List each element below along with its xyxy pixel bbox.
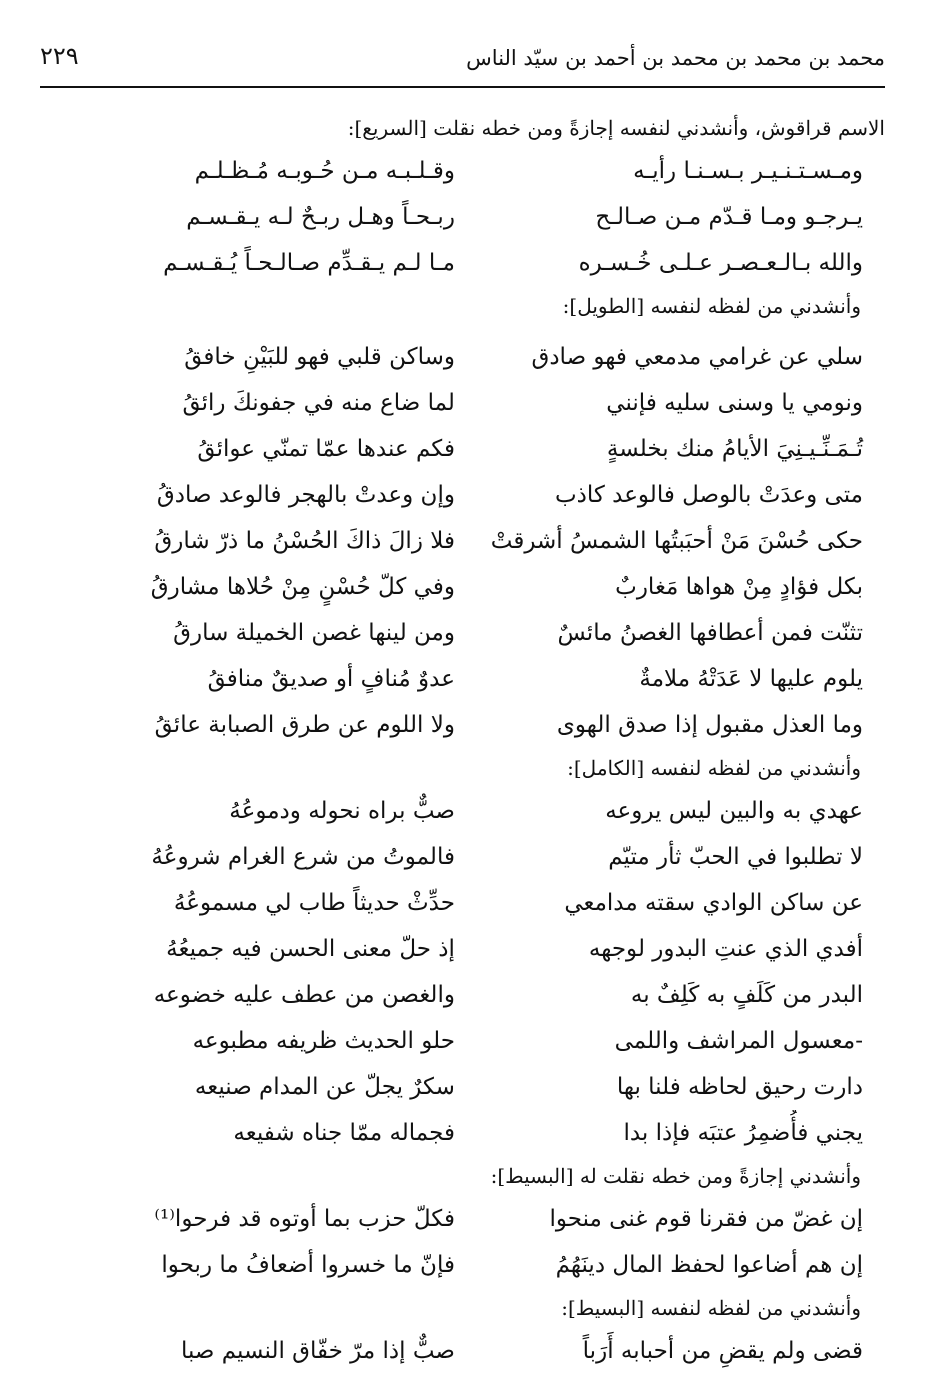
second-hemistich: ربـحـاً وهـل ربـحٌ لـه يـقـسـم — [186, 204, 455, 230]
second-hemistich: فإنّ ما خسروا أضعافُ ما ربحوا — [161, 1252, 455, 1278]
second-hemistich: عدوٌ مُنافٍ أو صديقٌ منافقُ — [207, 666, 455, 692]
verse-line — [58, 926, 885, 972]
first-hemistich: يلوم عليها لا عَدَتْهُ ملامةٌ — [639, 666, 863, 692]
second-hemistich: فلا زالَ ذاكَ الحُسْنُ ما ذرّ شارقُ — [154, 528, 455, 554]
running-head: محمد بن محمد بن محمد بن أحمد بن سيّد الناس — [466, 46, 885, 70]
first-hemistich: حكى حُسْنَ مَنْ أحبَبتُها الشمسُ أشرقتْ — [490, 528, 863, 554]
first-hemistich: ونومي يا وسنى سليه فإنني — [606, 390, 863, 416]
first-hemistich: والله بـالـعـصـر عـلـى خُـسـره — [578, 250, 863, 276]
verse-line — [58, 564, 885, 610]
verse-line — [58, 656, 885, 702]
second-hemistich: لما ضاع منه في جفونكَ رائقُ — [182, 390, 455, 416]
verse-line — [58, 194, 885, 240]
first-hemistich: تثنّت فمن أعطافها الغصنُ مائسٌ — [557, 620, 863, 646]
second-hemistich: وإن وعدتْ بالهجر فالوعد صادقُ — [156, 482, 455, 508]
second-hemistich: حدِّثْ حديثاً طاب لي مسموعُهُ — [173, 890, 455, 916]
second-hemistich: ولا اللوم عن طرق الصبابة عائقُ — [154, 712, 455, 738]
verse-line — [58, 334, 885, 380]
first-hemistich: ومـسـتـنـيـر بـسـنـا رأيـه — [633, 158, 863, 184]
first-hemistich: وما العذل مقبول إذا صدق الهوى — [556, 712, 863, 738]
first-hemistich: يـرجـو ومـا قـدّم مـن صـالـح — [595, 204, 863, 230]
first-hemistich: عهدي به والبين ليس يروعه — [605, 798, 863, 824]
second-hemistich: فجماله ممّا جناه شفيعه — [233, 1120, 455, 1146]
first-hemistich: عن ساكن الوادي سقته مدامعي — [564, 890, 863, 916]
verse-line — [58, 1196, 885, 1242]
first-hemistich: إن غضّ من فقرنا قوم غنى منحوا — [549, 1206, 863, 1232]
verse-line — [58, 788, 885, 834]
first-hemistich: بكل فؤادٍ مِنْ هواها مَغاربٌ — [615, 574, 863, 600]
section-intro: وأنشدني من لفظه لنفسه [الكامل]: — [567, 756, 861, 780]
section-intro: الاسم قراقوش، وأنشدني لنفسه إجازةً ومن خطه نقلت [السريع]: — [347, 116, 885, 140]
verse-line — [58, 148, 885, 194]
verse-line — [58, 518, 885, 564]
second-hemistich: إذ حلّ معنى الحسن فيه جميعُهُ — [166, 936, 455, 962]
page-number: ٢٢٩ — [40, 42, 79, 70]
second-hemistich: فالموتُ من شرع الغرام شروعُهُ — [151, 844, 455, 870]
first-hemistich: لا تطلبوا في الحبّ ثأر متيّم — [608, 844, 863, 870]
second-hemistich: وساكن قلبي فهو للبَيْنِ خافقُ — [184, 344, 455, 370]
first-hemistich: سلي عن غرامي مدمعي فهو صادق — [531, 344, 863, 370]
poem-body — [58, 108, 885, 1364]
second-hemistich: وفي كلّ حُسْنٍ مِنْ حُلاها مشارقُ — [150, 574, 455, 600]
verse-line — [58, 1328, 885, 1374]
section-intro: وأنشدني من لفظه لنفسه [البسيط]: — [561, 1296, 861, 1320]
verse-line — [58, 472, 885, 518]
first-hemistich: تُـمَـنِّـيـنِيَ الأيامُ منك بخلسةٍ — [606, 436, 863, 462]
first-hemistich: يجني فأُضمِرُ عتبَه فإذا بدا — [623, 1120, 863, 1146]
first-hemistich: قضى ولم يقضِ من أحبابه أَرَباً — [582, 1338, 863, 1364]
first-hemistich: -معسول المراشف واللمى — [614, 1028, 863, 1054]
second-hemistich: صبٌّ براه نحوله ودموعُهُ — [229, 798, 455, 824]
verse-line — [58, 702, 885, 748]
verse-line — [58, 426, 885, 472]
verse-line — [58, 834, 885, 880]
second-hemistich: وقـلـبـه مـن حُـوبـه مُـظـلـم — [194, 158, 455, 184]
section-intro: وأنشدني إجازةً ومن خطه نقلت له [البسيط]: — [490, 1164, 861, 1188]
first-hemistich: البدر من كَلَفٍ به كَلِفٌ به — [630, 982, 863, 1008]
verse-line — [58, 972, 885, 1018]
first-hemistich: أفدي الذي عنتِ البدور لوجهه — [588, 936, 863, 962]
first-hemistich: دارت رحيق لحاظه فلنا بها — [616, 1074, 863, 1100]
verse-line — [58, 1018, 885, 1064]
section-intro: وأنشدني من لفظه لنفسه [الطويل]: — [562, 294, 861, 318]
verse-line — [58, 1064, 885, 1110]
second-hemistich: والغصن من عطف عليه خضوعه — [153, 982, 455, 1008]
second-hemistich: حلو الحديث ظريفه مطبوعه — [192, 1028, 455, 1054]
page-header — [40, 38, 885, 88]
second-hemistich: ومن لينها غصن الخميلة سارقُ — [173, 620, 455, 646]
second-hemistich: سكرٌ يجلّ عن المدام صنيعه — [194, 1074, 455, 1100]
verse-line — [58, 1242, 885, 1288]
second-hemistich: فكلّ حزب بما أوتوه قد فرحوا⁽¹⁾ — [154, 1206, 455, 1232]
second-hemistich: فكم عندها عمّا تمنّي عوائقُ — [197, 436, 455, 462]
verse-line — [58, 610, 885, 656]
first-hemistich: متى وعدَتْ بالوصل فالوعد كاذب — [554, 482, 863, 508]
second-hemistich: صبٌّ إذا مرّ خفّاق النسيم صبا — [180, 1338, 455, 1364]
verse-line — [58, 1110, 885, 1156]
second-hemistich: مـا لـم يـقـدِّم صـالـحـاً يُـقـسـم — [163, 250, 455, 276]
verse-line — [58, 380, 885, 426]
verse-line — [58, 880, 885, 926]
verse-line — [58, 240, 885, 286]
first-hemistich: إن هم أضاعوا لحفظ المال دينَهُمُ — [555, 1252, 863, 1278]
